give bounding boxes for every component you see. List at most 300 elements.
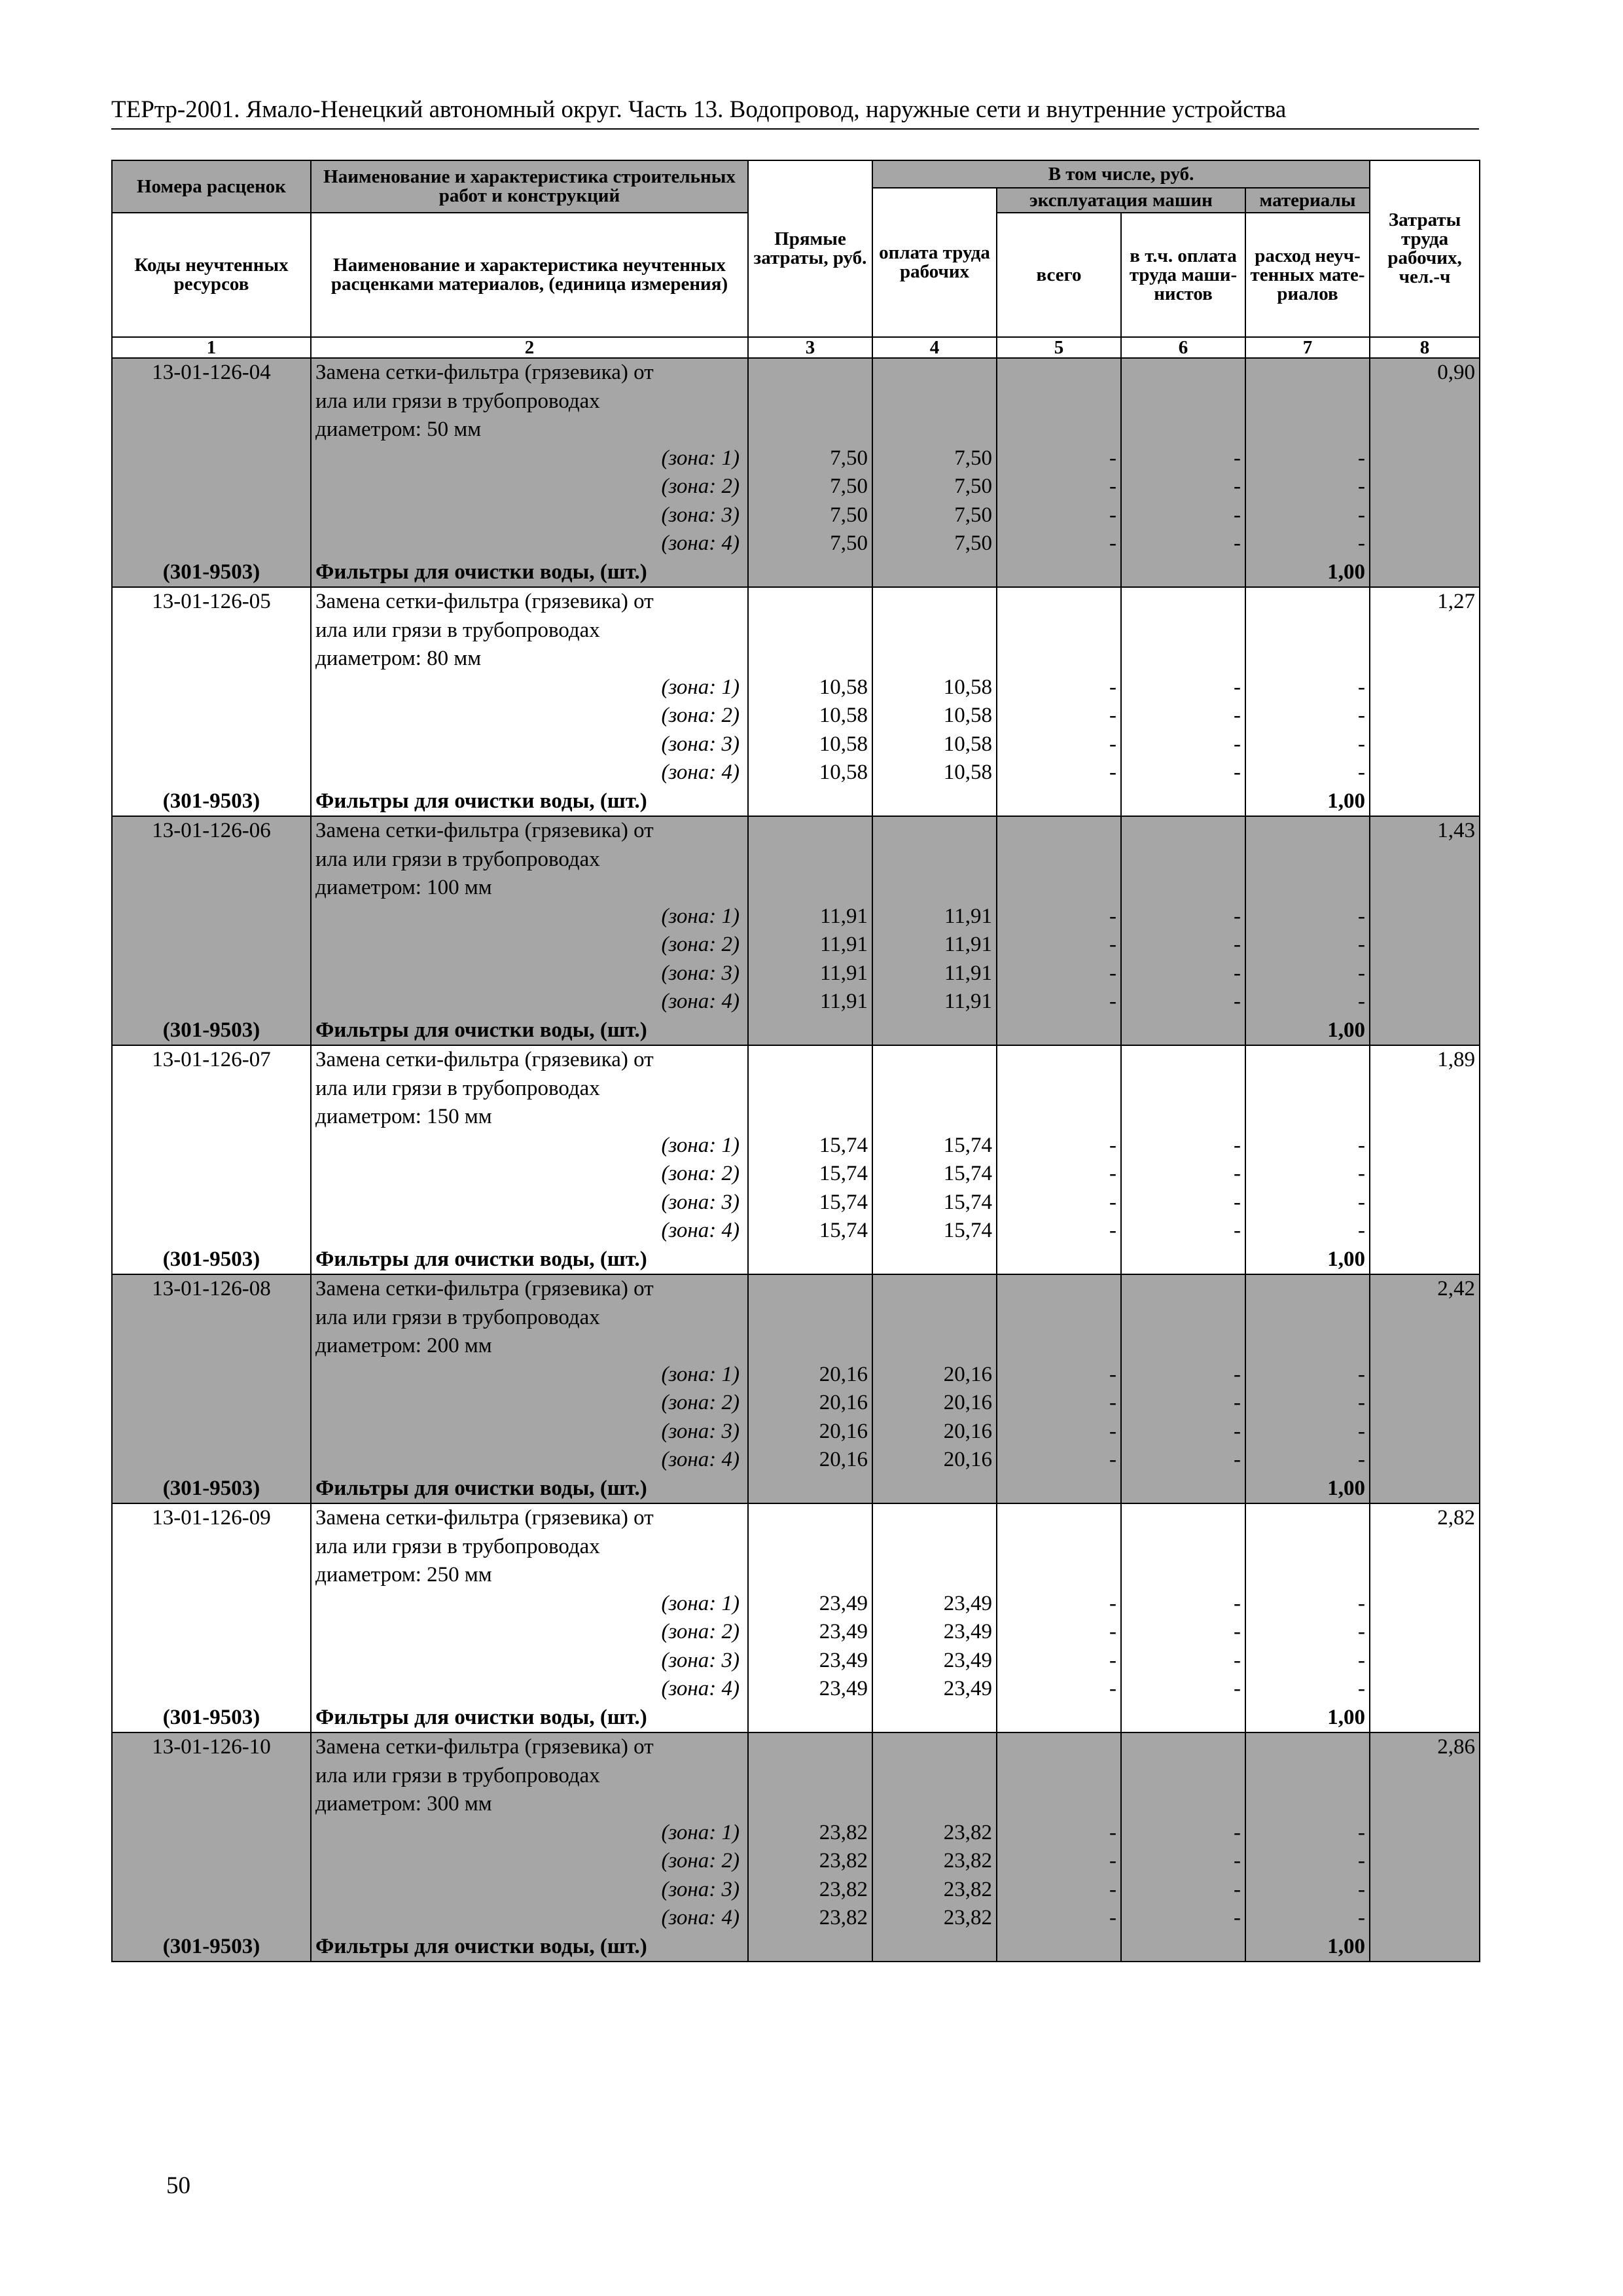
- zone-label: (зона: 1): [661, 675, 740, 699]
- materials-consumption-value: -: [1358, 732, 1366, 756]
- machines-total-value: -: [1109, 1620, 1116, 1643]
- labor-costs-cell: [1370, 816, 1480, 1045]
- materials-consumption-value: -: [1358, 1877, 1366, 1901]
- machines-pay-cell: [1121, 587, 1245, 816]
- machines-total-value: -: [1109, 503, 1116, 527]
- rate-description-cell: [311, 1045, 748, 1274]
- direct-cost-value: 23,82: [819, 1820, 868, 1844]
- zone-label: (зона: 4): [661, 1219, 740, 1242]
- column-number: 2: [311, 337, 748, 358]
- materials-consumption-value: -: [1358, 1648, 1366, 1672]
- direct-cost-cell: [748, 1045, 872, 1274]
- zone-label: (зона: 2): [661, 1849, 740, 1873]
- resource-name: Фильтры для очистки воды, (шт.): [315, 560, 647, 584]
- machines-pay-cell: [1121, 1503, 1245, 1732]
- direct-cost-value: 20,16: [819, 1362, 868, 1386]
- materials-consumption-value: -: [1358, 1162, 1366, 1185]
- resource-code: (301-9503): [162, 1247, 260, 1271]
- zone-label: (зона: 4): [661, 990, 740, 1013]
- machines-total-value: -: [1109, 531, 1116, 555]
- zone-label: (зона: 3): [661, 961, 740, 985]
- direct-cost-value: 15,74: [819, 1219, 868, 1242]
- direct-cost-value: 10,58: [819, 761, 868, 784]
- rate-code: 13-01-126-04: [152, 361, 271, 384]
- direct-cost-value: 11,91: [819, 961, 868, 985]
- labor-pay-value: 7,50: [954, 446, 992, 470]
- work-name-line: Замена сетки-фильтра (грязевика) от: [315, 1506, 654, 1530]
- labor-pay-cell: [872, 1274, 997, 1503]
- labor-pay-cell: [872, 587, 997, 816]
- materials-consumption-value: -: [1358, 1849, 1366, 1873]
- resource-code: (301-9503): [162, 560, 260, 584]
- direct-cost-value: 23,82: [819, 1906, 868, 1929]
- machines-total-cell: [997, 1274, 1121, 1503]
- materials-consumption-value: -: [1358, 446, 1366, 470]
- work-name-line: диаметром: 100 мм: [315, 876, 492, 899]
- machines-pay-value: -: [1234, 761, 1241, 784]
- work-name-line: Замена сетки-фильтра (грязевика) от: [315, 1048, 654, 1071]
- labor-pay-value: 15,74: [943, 1190, 992, 1214]
- column-number-row: [112, 337, 1480, 358]
- header-materials: материалы: [1245, 188, 1370, 213]
- work-name-line: диаметром: 200 мм: [315, 1334, 492, 1357]
- machines-total-value: -: [1109, 1849, 1116, 1873]
- materials-consumption-value: -: [1358, 1190, 1366, 1214]
- machines-pay-cell: [1121, 1274, 1245, 1503]
- rate-row: [112, 1732, 1480, 1962]
- direct-cost-value: 10,58: [819, 675, 868, 699]
- machines-pay-cell: [1121, 1732, 1245, 1962]
- resource-code: (301-9503): [162, 1705, 260, 1729]
- labor-pay-value: 11,91: [944, 904, 992, 928]
- header-resource-name: Наименование и характеристика неучтенных расценками материалов, (единица измерения): [311, 213, 748, 337]
- machines-total-value: -: [1109, 761, 1116, 784]
- zone-label: (зона: 2): [661, 1162, 740, 1185]
- resource-name: Фильтры для очистки воды, (шт.): [315, 1247, 647, 1271]
- direct-cost-value: 11,91: [819, 933, 868, 956]
- labor-pay-value: 23,82: [943, 1906, 992, 1929]
- materials-consumption-value: -: [1358, 761, 1366, 784]
- zone-label: (зона: 3): [661, 1419, 740, 1443]
- rate-code-cell: [112, 1503, 311, 1732]
- labor-pay-value: 20,16: [943, 1448, 992, 1471]
- labor-pay-value: 20,16: [943, 1362, 992, 1386]
- labor-pay-cell: [872, 816, 997, 1045]
- zone-label: (зона: 4): [661, 1677, 740, 1700]
- labor-pay-value: 23,49: [943, 1648, 992, 1672]
- machines-total-value: -: [1109, 446, 1116, 470]
- materials-consumption-value: -: [1358, 675, 1366, 699]
- machines-pay-value: -: [1234, 1677, 1241, 1700]
- work-name-line: Замена сетки-фильтра (грязевика) от: [315, 361, 654, 384]
- machines-pay-value: -: [1234, 675, 1241, 699]
- direct-cost-value: 11,91: [819, 990, 868, 1013]
- rate-code: 13-01-126-09: [152, 1506, 271, 1530]
- machines-pay-value: -: [1234, 531, 1241, 555]
- labor-pay-cell: [872, 1503, 997, 1732]
- materials-consumption-value: -: [1358, 1620, 1366, 1643]
- machines-pay-value: -: [1234, 732, 1241, 756]
- rate-code: 13-01-126-08: [152, 1277, 271, 1300]
- column-number: 4: [872, 337, 997, 358]
- rate-code-cell: [112, 816, 311, 1045]
- work-name-line: Замена сетки-фильтра (грязевика) от: [315, 590, 654, 613]
- machines-pay-value: -: [1234, 446, 1241, 470]
- machines-pay-value: -: [1234, 1391, 1241, 1414]
- rate-code: 13-01-126-05: [152, 590, 271, 613]
- machines-pay-value: -: [1234, 1648, 1241, 1672]
- labor-pay-value: 23,49: [943, 1591, 992, 1615]
- work-name-line: Замена сетки-фильтра (грязевика) от: [315, 819, 654, 842]
- resource-name: Фильтры для очистки воды, (шт.): [315, 1476, 647, 1500]
- machines-pay-value: -: [1234, 1162, 1241, 1185]
- machines-pay-value: -: [1234, 704, 1241, 727]
- machines-total-value: -: [1109, 1133, 1116, 1157]
- zone-label: (зона: 3): [661, 503, 740, 527]
- labor-pay-value: 7,50: [954, 531, 992, 555]
- header-labor-pay: оплата труда рабочих: [872, 188, 997, 337]
- machines-pay-value: -: [1234, 904, 1241, 928]
- labor-pay-value: 7,50: [954, 475, 992, 498]
- resource-name: Фильтры для очистки воды, (шт.): [315, 1018, 647, 1042]
- resource-code: (301-9503): [162, 789, 260, 813]
- header-resource-codes: Коды неучтенных ресурсов: [112, 213, 311, 337]
- labor-costs-cell: [1370, 1045, 1480, 1274]
- zone-label: (зона: 2): [661, 475, 740, 498]
- work-name-line: ила или грязи в трубопроводах: [315, 1305, 600, 1329]
- materials-consumption-value: -: [1358, 704, 1366, 727]
- machines-pay-value: -: [1234, 1219, 1241, 1242]
- direct-cost-cell: [748, 358, 872, 587]
- machines-total-value: -: [1109, 1677, 1116, 1700]
- rate-code-cell: [112, 358, 311, 587]
- zone-label: (зона: 4): [661, 1448, 740, 1471]
- labor-costs-cell: [1370, 358, 1480, 587]
- header-direct-costs: Прямые затраты, руб.: [748, 160, 872, 337]
- labor-pay-value: 10,58: [943, 675, 992, 699]
- labor-costs-cell: [1370, 1732, 1480, 1962]
- rate-description-cell: [311, 816, 748, 1045]
- rate-row: [112, 1503, 1480, 1732]
- labor-pay-cell: [872, 1732, 997, 1962]
- direct-cost-value: 23,82: [819, 1849, 868, 1873]
- labor-costs-cell: [1370, 1503, 1480, 1732]
- machines-pay-value: -: [1234, 1133, 1241, 1157]
- work-name-line: ила или грязи в трубопроводах: [315, 847, 600, 871]
- machines-total-value: -: [1109, 1906, 1116, 1929]
- rate-code-cell: [112, 587, 311, 816]
- labor-costs-value: 1,43: [1437, 819, 1476, 842]
- resource-name: Фильтры для очистки воды, (шт.): [315, 1705, 647, 1729]
- labor-pay-value: 20,16: [943, 1419, 992, 1443]
- resource-code: (301-9503): [162, 1476, 260, 1500]
- labor-pay-value: 23,82: [943, 1877, 992, 1901]
- labor-pay-value: 10,58: [943, 761, 992, 784]
- materials-consumption-value: -: [1358, 1133, 1366, 1157]
- zone-label: (зона: 3): [661, 1190, 740, 1214]
- rate-row: [112, 1274, 1480, 1503]
- labor-costs-value: 2,42: [1437, 1277, 1476, 1300]
- zone-label: (зона: 3): [661, 1877, 740, 1901]
- zone-label: (зона: 4): [661, 761, 740, 784]
- work-name-line: ила или грязи в трубопроводах: [315, 389, 600, 413]
- machines-total-cell: [997, 358, 1121, 587]
- labor-pay-value: 11,91: [944, 990, 992, 1013]
- labor-costs-cell: [1370, 587, 1480, 816]
- machines-total-cell: [997, 1503, 1121, 1732]
- machines-total-value: -: [1109, 1648, 1116, 1672]
- machines-total-value: -: [1109, 933, 1116, 956]
- rate-code: 13-01-126-07: [152, 1048, 271, 1071]
- materials-consumption-value: -: [1358, 990, 1366, 1013]
- resource-name: Фильтры для очистки воды, (шт.): [315, 1934, 647, 1958]
- zone-label: (зона: 1): [661, 446, 740, 470]
- zone-label: (зона: 1): [661, 1362, 740, 1386]
- labor-pay-value: 10,58: [943, 732, 992, 756]
- labor-pay-value: 23,82: [943, 1849, 992, 1873]
- header-rate-numbers: Номера расценок: [112, 160, 311, 213]
- labor-pay-value: 11,91: [944, 961, 992, 985]
- machines-pay-value: -: [1234, 1362, 1241, 1386]
- running-title: ТЕРтр-2001. Ямало-Ненецкий автономный округ. Часть 13. Водопровод, наружные сети и внутренние устройства: [111, 96, 1287, 123]
- machines-total-value: -: [1109, 732, 1116, 756]
- resource-quantity: 1,00: [1327, 1934, 1366, 1958]
- rate-code: 13-01-126-10: [152, 1735, 271, 1759]
- materials-consumption-cell: [1245, 358, 1370, 587]
- direct-cost-value: 7,50: [830, 446, 868, 470]
- rates-table: [111, 160, 1480, 1962]
- machines-pay-value: -: [1234, 1877, 1241, 1901]
- materials-consumption-value: -: [1358, 1820, 1366, 1844]
- work-name-line: диаметром: 80 мм: [315, 647, 482, 670]
- zone-label: (зона: 3): [661, 1648, 740, 1672]
- zone-label: (зона: 3): [661, 732, 740, 756]
- machines-pay-value: -: [1234, 475, 1241, 498]
- work-name-line: ила или грязи в трубопроводах: [315, 1076, 600, 1100]
- direct-cost-cell: [748, 1274, 872, 1503]
- resource-quantity: 1,00: [1327, 1247, 1366, 1271]
- materials-consumption-value: -: [1358, 961, 1366, 985]
- column-number: 7: [1245, 337, 1370, 358]
- work-name-line: ила или грязи в трубопроводах: [315, 1534, 600, 1558]
- resource-quantity: 1,00: [1327, 1476, 1366, 1500]
- machines-total-value: -: [1109, 475, 1116, 498]
- header-machines: эксплуатация машин: [997, 188, 1245, 213]
- rate-row: [112, 816, 1480, 1045]
- direct-cost-value: 10,58: [819, 732, 868, 756]
- direct-cost-value: 7,50: [830, 475, 868, 498]
- work-name-line: диаметром: 250 мм: [315, 1563, 492, 1587]
- rates-table-body: [112, 358, 1480, 1962]
- rate-description-cell: [311, 587, 748, 816]
- direct-cost-value: 23,49: [819, 1620, 868, 1643]
- labor-pay-cell: [872, 358, 997, 587]
- machines-pay-value: -: [1234, 961, 1241, 985]
- machines-total-value: -: [1109, 1820, 1116, 1844]
- machines-total-value: -: [1109, 675, 1116, 699]
- machines-pay-value: -: [1234, 1190, 1241, 1214]
- machines-total-value: -: [1109, 1190, 1116, 1214]
- machines-total-value: -: [1109, 704, 1116, 727]
- column-number: 8: [1370, 337, 1480, 358]
- labor-pay-value: 23,49: [943, 1677, 992, 1700]
- machines-pay-value: -: [1234, 990, 1241, 1013]
- zone-label: (зона: 4): [661, 531, 740, 555]
- rate-row: [112, 587, 1480, 816]
- work-name-line: ила или грязи в трубопроводах: [315, 618, 600, 642]
- materials-consumption-value: -: [1358, 1677, 1366, 1700]
- work-name-line: диаметром: 300 мм: [315, 1792, 492, 1816]
- labor-pay-cell: [872, 1045, 997, 1274]
- labor-pay-value: 10,58: [943, 704, 992, 727]
- materials-consumption-cell: [1245, 587, 1370, 816]
- machines-pay-value: -: [1234, 1906, 1241, 1929]
- machines-total-cell: [997, 587, 1121, 816]
- labor-costs-value: 2,86: [1437, 1735, 1476, 1759]
- zone-label: (зона: 4): [661, 1906, 740, 1929]
- direct-cost-value: 15,74: [819, 1162, 868, 1185]
- materials-consumption-value: -: [1358, 1219, 1366, 1242]
- header-machines-pay: в т.ч. оплата труда маши-нистов: [1121, 213, 1245, 337]
- machines-pay-value: -: [1234, 1820, 1241, 1844]
- work-name-line: Замена сетки-фильтра (грязевика) от: [315, 1735, 654, 1759]
- machines-total-value: -: [1109, 1591, 1116, 1615]
- labor-costs-value: 2,82: [1437, 1506, 1476, 1530]
- materials-consumption-cell: [1245, 1503, 1370, 1732]
- rate-code-cell: [112, 1274, 311, 1503]
- labor-pay-value: 15,74: [943, 1133, 992, 1157]
- direct-cost-value: 7,50: [830, 503, 868, 527]
- labor-pay-value: 7,50: [954, 503, 992, 527]
- direct-cost-value: 11,91: [819, 904, 868, 928]
- direct-cost-value: 10,58: [819, 704, 868, 727]
- direct-cost-value: 15,74: [819, 1190, 868, 1214]
- rate-description-cell: [311, 1732, 748, 1962]
- machines-total-value: -: [1109, 1448, 1116, 1471]
- materials-consumption-value: -: [1358, 1419, 1366, 1443]
- machines-total-value: -: [1109, 1877, 1116, 1901]
- materials-consumption-value: -: [1358, 1906, 1366, 1929]
- machines-pay-cell: [1121, 1045, 1245, 1274]
- direct-cost-value: 23,49: [819, 1677, 868, 1700]
- rate-row: [112, 358, 1480, 587]
- materials-consumption-value: -: [1358, 475, 1366, 498]
- materials-consumption-cell: [1245, 1274, 1370, 1503]
- materials-consumption-value: -: [1358, 904, 1366, 928]
- resource-quantity: 1,00: [1327, 1018, 1366, 1042]
- zone-label: (зона: 1): [661, 1133, 740, 1157]
- materials-consumption-value: -: [1358, 1391, 1366, 1414]
- header-work-name: Наименование и характеристика строительных работ и конструкций: [311, 160, 748, 213]
- materials-consumption-cell: [1245, 1045, 1370, 1274]
- machines-total-value: -: [1109, 1362, 1116, 1386]
- materials-consumption-value: -: [1358, 933, 1366, 956]
- materials-consumption-value: -: [1358, 531, 1366, 555]
- zone-label: (зона: 1): [661, 904, 740, 928]
- direct-cost-cell: [748, 816, 872, 1045]
- header-materials-consumption: расход неуч-тенных мате-риалов: [1245, 213, 1370, 337]
- labor-costs-cell: [1370, 1274, 1480, 1503]
- header-labor-costs: Затраты труда рабочих, чел.-ч: [1370, 160, 1480, 337]
- work-name-line: диаметром: 50 мм: [315, 418, 482, 441]
- materials-consumption-value: -: [1358, 1362, 1366, 1386]
- resource-quantity: 1,00: [1327, 560, 1366, 584]
- header-including: В том числе, руб.: [872, 160, 1370, 188]
- labor-pay-value: 20,16: [943, 1391, 992, 1414]
- machines-pay-value: -: [1234, 1419, 1241, 1443]
- work-name-line: диаметром: 150 мм: [315, 1105, 492, 1128]
- machines-pay-value: -: [1234, 503, 1241, 527]
- materials-consumption-value: -: [1358, 1448, 1366, 1471]
- direct-cost-value: 7,50: [830, 531, 868, 555]
- zone-label: (зона: 2): [661, 1391, 740, 1414]
- resource-quantity: 1,00: [1327, 1705, 1366, 1729]
- labor-costs-value: 1,27: [1437, 590, 1476, 613]
- machines-pay-value: -: [1234, 1849, 1241, 1873]
- rate-code-cell: [112, 1045, 311, 1274]
- labor-pay-value: 15,74: [943, 1162, 992, 1185]
- machines-pay-value: -: [1234, 1591, 1241, 1615]
- zone-label: (зона: 1): [661, 1591, 740, 1615]
- header-machines-total: всего: [997, 213, 1121, 337]
- zone-label: (зона: 2): [661, 933, 740, 956]
- machines-total-cell: [997, 1045, 1121, 1274]
- rate-description-cell: [311, 358, 748, 587]
- zone-label: (зона: 2): [661, 704, 740, 727]
- resource-quantity: 1,00: [1327, 789, 1366, 813]
- resource-code: (301-9503): [162, 1018, 260, 1042]
- materials-consumption-value: -: [1358, 503, 1366, 527]
- rate-code: 13-01-126-06: [152, 819, 271, 842]
- direct-cost-value: 23,49: [819, 1591, 868, 1615]
- machines-pay-value: -: [1234, 1620, 1241, 1643]
- resource-code: (301-9503): [162, 1934, 260, 1958]
- header-rule: [111, 128, 1479, 130]
- direct-cost-value: 20,16: [819, 1419, 868, 1443]
- machines-pay-value: -: [1234, 1448, 1241, 1471]
- direct-cost-cell: [748, 587, 872, 816]
- labor-pay-value: 15,74: [943, 1219, 992, 1242]
- direct-cost-value: 23,49: [819, 1648, 868, 1672]
- resource-name: Фильтры для очистки воды, (шт.): [315, 789, 647, 813]
- machines-pay-cell: [1121, 816, 1245, 1045]
- rate-description-cell: [311, 1274, 748, 1503]
- column-number: 1: [112, 337, 311, 358]
- labor-pay-value: 23,49: [943, 1620, 992, 1643]
- machines-total-value: -: [1109, 1162, 1116, 1185]
- labor-pay-value: 23,82: [943, 1820, 992, 1844]
- machines-pay-value: -: [1234, 933, 1241, 956]
- page-number: 50: [166, 2172, 190, 2199]
- machines-total-value: -: [1109, 904, 1116, 928]
- direct-cost-cell: [748, 1732, 872, 1962]
- machines-total-cell: [997, 1732, 1121, 1962]
- zone-label: (зона: 2): [661, 1620, 740, 1643]
- machines-total-value: -: [1109, 1219, 1116, 1242]
- machines-total-value: -: [1109, 1391, 1116, 1414]
- work-name-line: Замена сетки-фильтра (грязевика) от: [315, 1277, 654, 1300]
- materials-consumption-cell: [1245, 1732, 1370, 1962]
- zone-label: (зона: 1): [661, 1820, 740, 1844]
- column-number: 3: [748, 337, 872, 358]
- column-number: 5: [997, 337, 1121, 358]
- work-name-line: ила или грязи в трубопроводах: [315, 1763, 600, 1787]
- column-number: 6: [1121, 337, 1245, 358]
- materials-consumption-cell: [1245, 816, 1370, 1045]
- labor-pay-value: 11,91: [944, 933, 992, 956]
- direct-cost-value: 23,82: [819, 1877, 868, 1901]
- machines-total-value: -: [1109, 1419, 1116, 1443]
